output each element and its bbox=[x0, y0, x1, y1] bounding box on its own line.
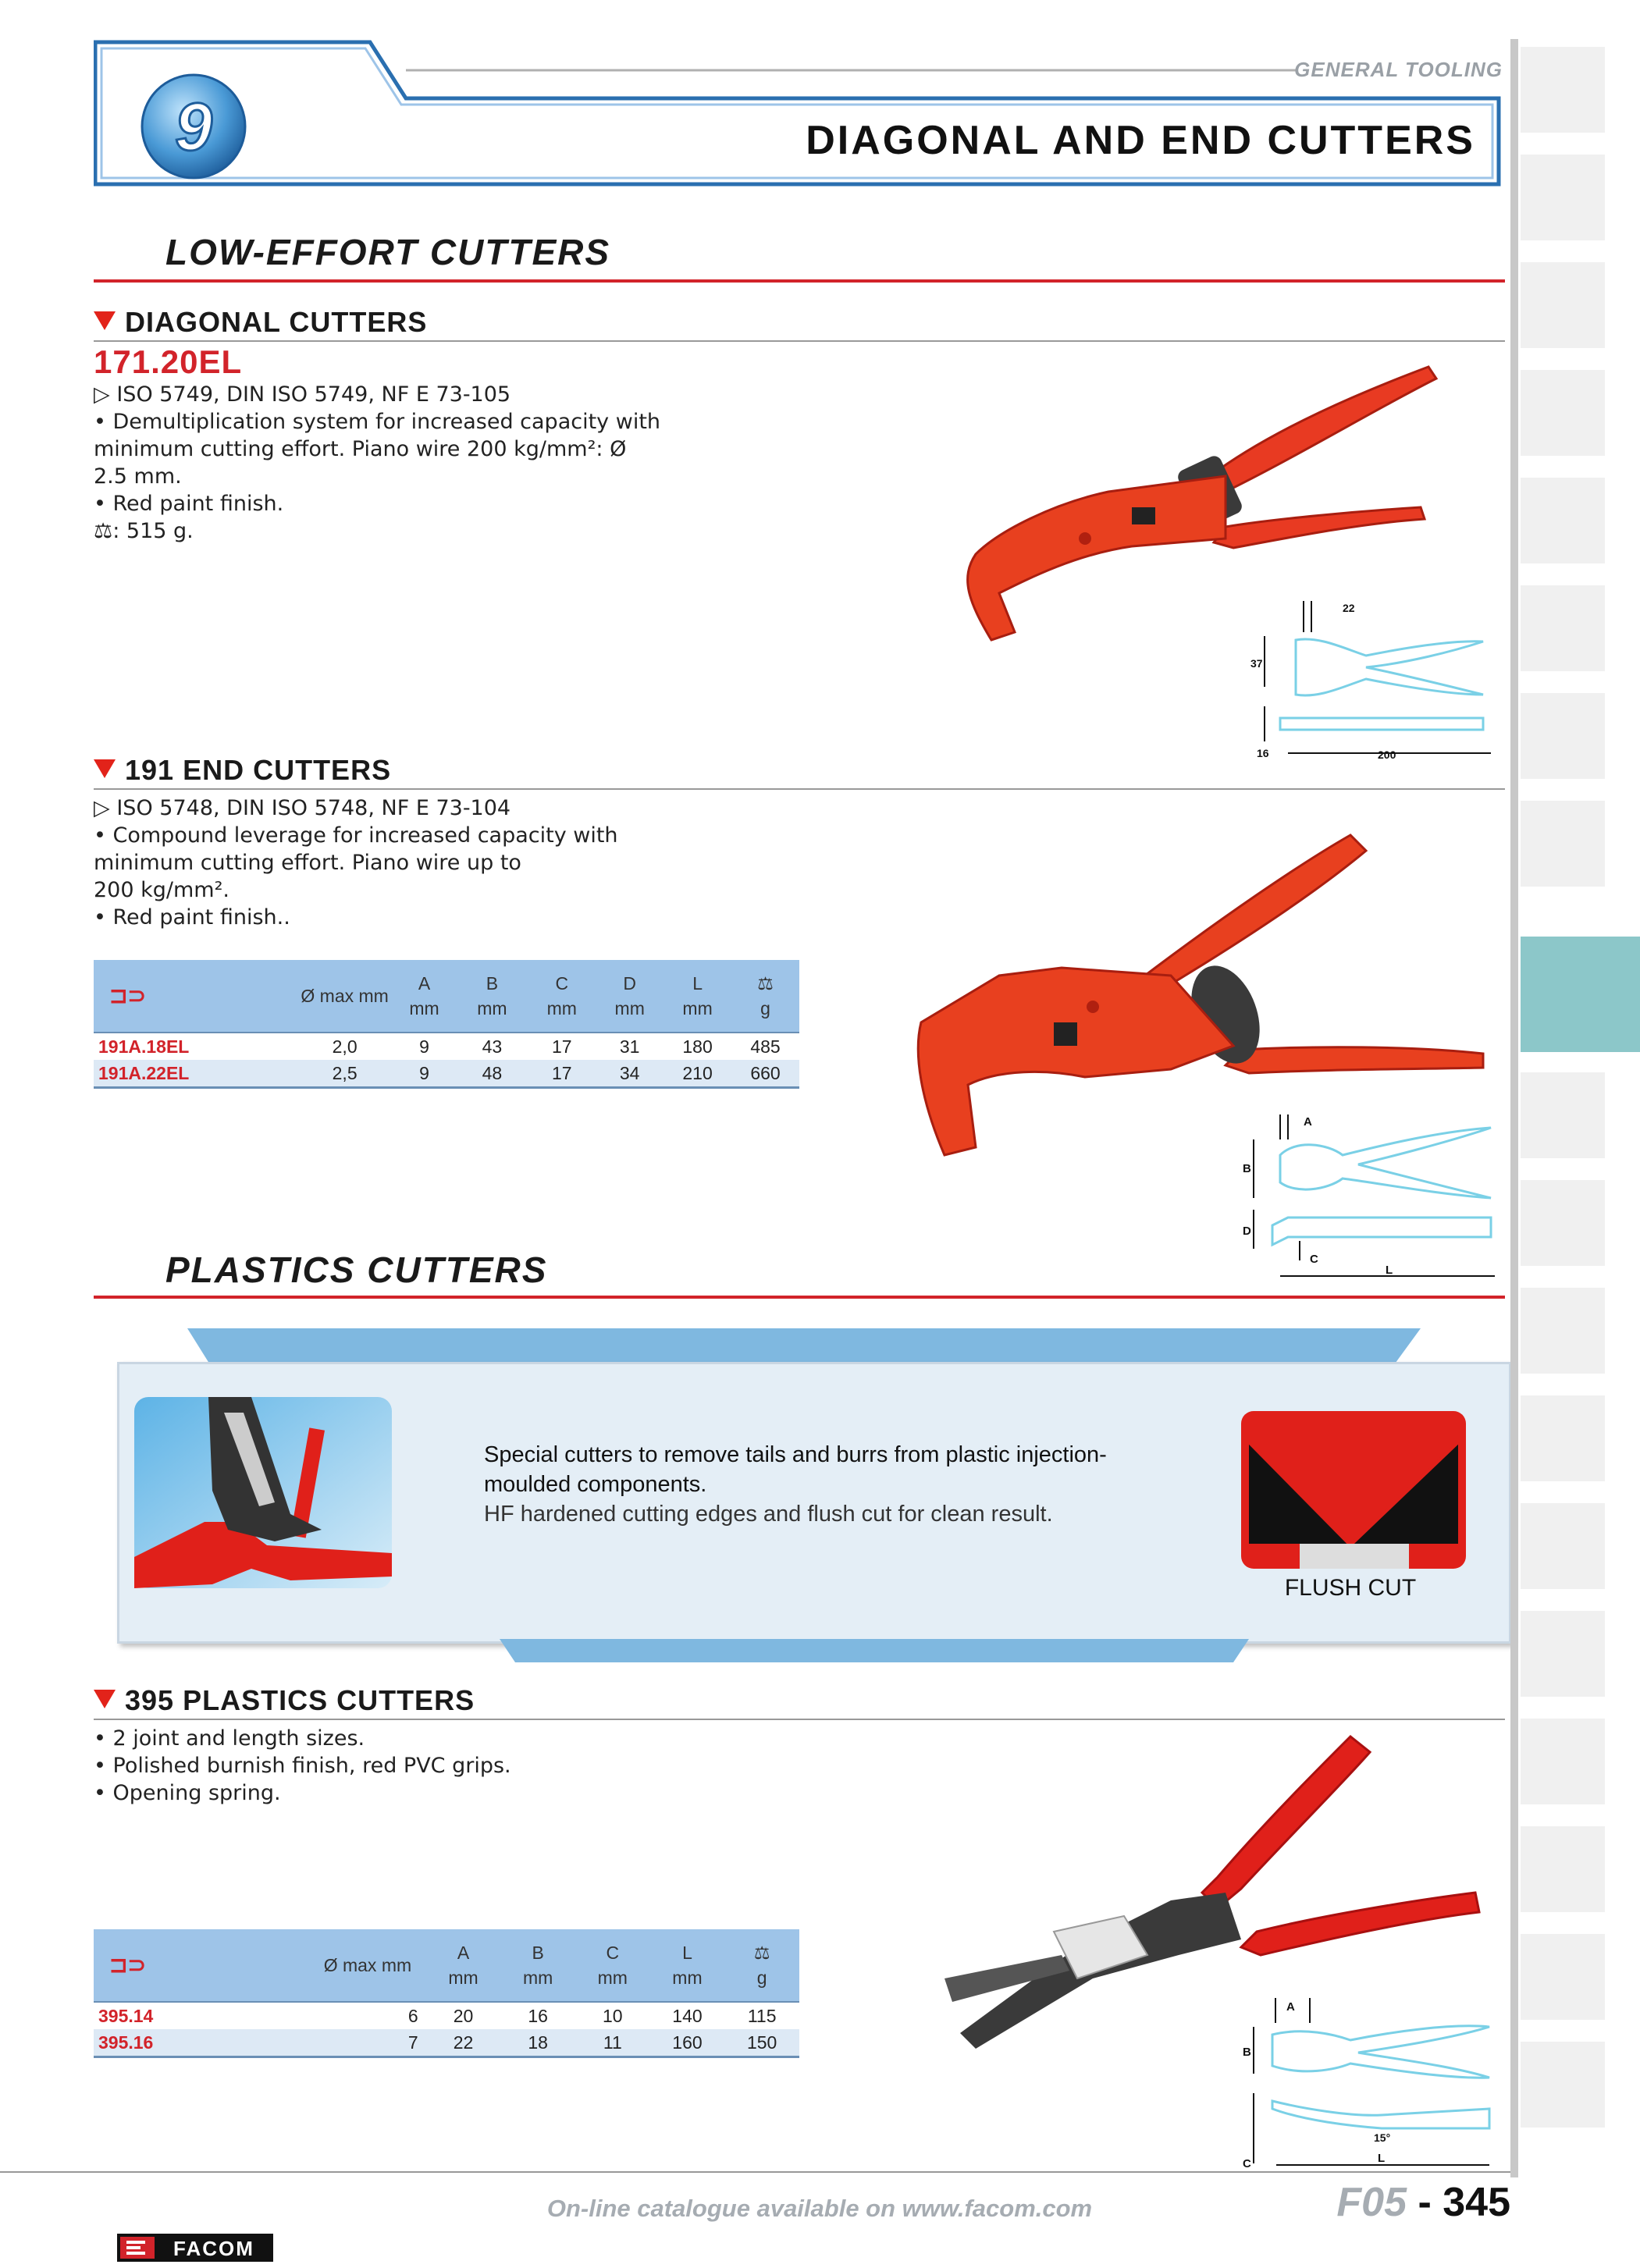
sidebar-icon-socket[interactable] bbox=[1521, 585, 1605, 671]
table-row: 191A.22EL 2,5 9 48 17 34 210 660 bbox=[94, 1060, 799, 1088]
sidebar-icon-car[interactable] bbox=[1521, 2042, 1605, 2128]
sidebar-icon-workbench[interactable] bbox=[1521, 262, 1605, 348]
svg-text:FACOM: FACOM bbox=[173, 2237, 254, 2260]
section-divider bbox=[94, 1296, 1505, 1299]
sidebar-icon-electronics[interactable] bbox=[1521, 1934, 1605, 2020]
table-header-row: ⊐⊃ Ø max mm A mm B mm C mm D mm L mm ⚖ g bbox=[94, 960, 799, 1033]
svg-text:B: B bbox=[1243, 1162, 1251, 1175]
chapter-number: 9 bbox=[175, 90, 212, 165]
svg-text:16: 16 bbox=[1257, 747, 1269, 759]
svg-text:22: 22 bbox=[1343, 602, 1355, 614]
svg-text:A: A bbox=[1304, 1115, 1312, 1129]
sidebar-icon-pliers-active[interactable] bbox=[1521, 937, 1640, 1052]
plastics-dimension-drawing bbox=[1241, 1992, 1499, 2171]
plastics-cutters-table bbox=[94, 1929, 799, 2058]
sidebar-icon-hammer[interactable] bbox=[1521, 1180, 1605, 1266]
plastics-cutters-description: • 2 joint and length sizes. • Polished burnish finish, red PVC grips. • Opening spring. bbox=[94, 1726, 511, 1805]
table-header-row: ⊐⊃ Ø max mm A mm B mm C mm L mm ⚖ g bbox=[94, 1929, 799, 2002]
plastic-component-image bbox=[134, 1397, 392, 1588]
triangle-bullet-icon bbox=[94, 759, 116, 778]
section-title-low-effort: LOW-EFFORT CUTTERS bbox=[165, 232, 611, 272]
svg-text:C: C bbox=[1310, 1253, 1318, 1266]
online-catalogue-note: On-line catalogue available on www.facom.com bbox=[546, 2195, 1093, 2222]
table-row: 395.16 7 22 18 11 160 150 bbox=[94, 2029, 799, 2057]
panel-bottom-ribbon bbox=[500, 1639, 1249, 1662]
heading-rule bbox=[94, 340, 1505, 342]
category-label: GENERAL TOOLING bbox=[1294, 58, 1503, 81]
table-row: 395.14 6 20 16 10 140 115 bbox=[94, 2002, 799, 2029]
flush-cut-icon bbox=[1241, 1411, 1466, 1569]
panel-top-ribbon bbox=[187, 1328, 1421, 1366]
sidebar-icon-aircraft[interactable] bbox=[1521, 1719, 1605, 1804]
heading-rule bbox=[94, 788, 1505, 790]
svg-text:15°: 15° bbox=[1374, 2131, 1391, 2144]
wrench-symbol-icon: ⊐⊃ bbox=[94, 960, 297, 1033]
panel-description: Special cutters to remove tails and burrs from plastic injection-moulded components. HF hardened cutting edges and flush cut for clean result. bbox=[484, 1442, 1107, 1527]
svg-text:37: 37 bbox=[1250, 657, 1263, 670]
sidebar-icon-screwdriver[interactable] bbox=[1521, 693, 1605, 779]
triangle-bullet-icon bbox=[94, 311, 116, 330]
product-heading-end-cutters: 191 END CUTTERS bbox=[94, 754, 391, 787]
triangle-bullet-icon bbox=[94, 1690, 116, 1708]
svg-text:D: D bbox=[1243, 1225, 1251, 1238]
section-title-plastics: PLASTICS CUTTERS bbox=[165, 1250, 548, 1290]
heading-rule bbox=[94, 1719, 1505, 1720]
svg-text:200: 200 bbox=[1378, 748, 1396, 761]
sidebar-icon-wrench[interactable] bbox=[1521, 478, 1605, 563]
category-sidebar-rail bbox=[1510, 39, 1518, 2177]
sidebar-icon-pipe-wrench[interactable] bbox=[1521, 1611, 1605, 1697]
product-heading-diagonal: DIAGONAL CUTTERS bbox=[94, 306, 427, 339]
sidebar-icon-puller[interactable] bbox=[1521, 1395, 1605, 1481]
sidebar-icon-tape-measure[interactable] bbox=[1521, 1072, 1605, 1158]
sidebar-icon-toolbox[interactable] bbox=[1521, 370, 1605, 456]
footer-rule bbox=[0, 2171, 1510, 2173]
sidebar-icon-storage[interactable] bbox=[1521, 47, 1605, 133]
page-number: F05 - 345 bbox=[1336, 2180, 1510, 2225]
facom-logo bbox=[117, 2234, 273, 2262]
end-cutters-description: ▷ ISO 5748, DIN ISO 5748, NF E 73-104 • Compound leverage for increased capacity with minimum cutting effort. Piano wire up to 200 kg/mm². • Red paint finish.. bbox=[94, 796, 618, 930]
wrench-symbol-icon: ⊐⊃ bbox=[94, 1929, 309, 2002]
product-heading-plastics-cutters: 395 PLASTICS CUTTERS bbox=[94, 1684, 475, 1717]
sidebar-icon-hacksaw[interactable] bbox=[1521, 1288, 1605, 1374]
sidebar-icon-hex-key[interactable] bbox=[1521, 801, 1605, 887]
diagonal-description: ▷ ISO 5749, DIN ISO 5749, NF E 73-105 • Demultiplication system for increased capacity with minimum cutting effort. Piano wire 200 kg/mm²: Ø 2.5 mm. • Red paint finish. ⚖: 515 g. bbox=[94, 382, 661, 543]
sidebar-icon-roller-cabinet[interactable] bbox=[1521, 155, 1605, 240]
product-reference: 171.20EL bbox=[94, 343, 243, 380]
chapter-badge-icon bbox=[139, 72, 248, 181]
svg-text:C: C bbox=[1243, 2157, 1251, 2170]
flush-cut-label: FLUSH CUT bbox=[1284, 1575, 1417, 1601]
end-cutters-table bbox=[94, 960, 799, 1089]
page-title: DIAGONAL AND END CUTTERS bbox=[806, 118, 1475, 163]
sidebar-icon-electrical[interactable] bbox=[1521, 1826, 1605, 1912]
diagonal-dimension-drawing bbox=[1249, 593, 1507, 765]
table-row: 191A.18EL 2,0 9 43 17 31 180 485 bbox=[94, 1033, 799, 1060]
section-divider bbox=[94, 279, 1505, 283]
end-cutters-dimension-drawing bbox=[1241, 1108, 1499, 1288]
svg-text:A: A bbox=[1286, 2000, 1295, 2014]
svg-text:B: B bbox=[1243, 2046, 1251, 2059]
svg-text:L: L bbox=[1378, 2152, 1386, 2165]
svg-text:L: L bbox=[1386, 1264, 1393, 1277]
sidebar-icon-impact-wrench[interactable] bbox=[1521, 1503, 1605, 1589]
